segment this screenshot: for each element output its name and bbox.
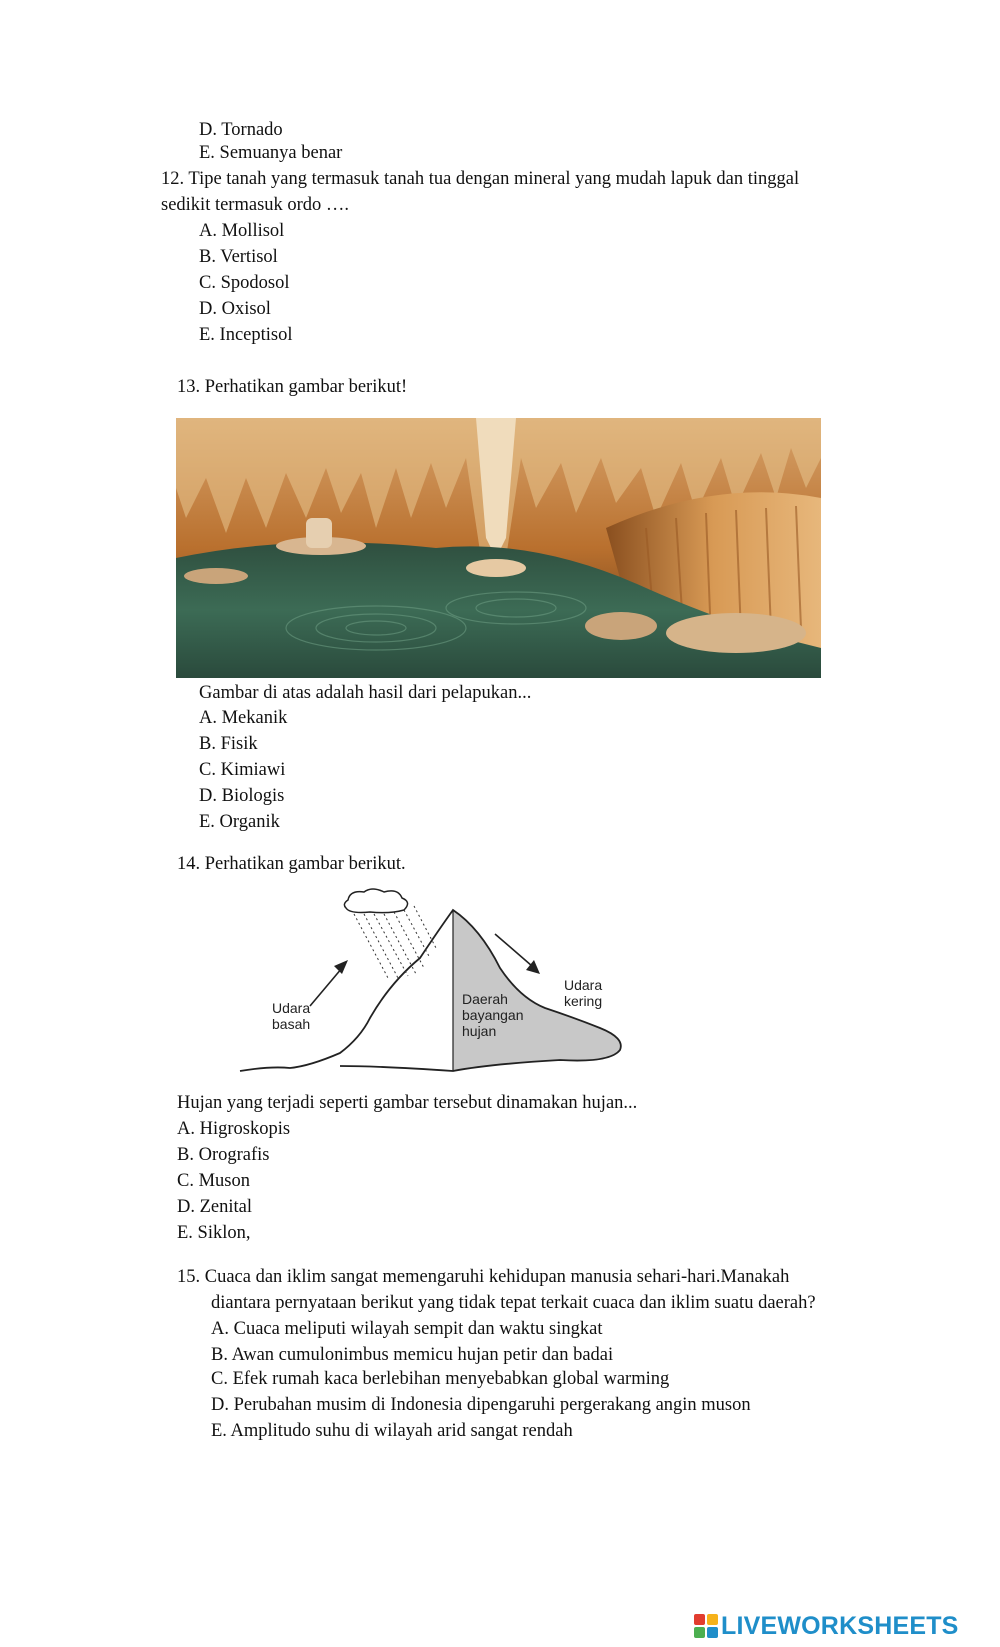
- label-udara-basah-2: basah: [272, 1016, 311, 1032]
- label-daerah-1: Daerah: [462, 991, 508, 1007]
- liveworksheets-logo-icon: [694, 1614, 718, 1638]
- q14-option-a: A. Higroskopis: [177, 1119, 291, 1139]
- liveworksheets-brand-text: LIVEWORKSHEETS: [721, 1611, 959, 1640]
- q15-option-e: E. Amplitudo suhu di wilayah arid sangat rendah: [211, 1421, 573, 1441]
- q15-option-d: D. Perubahan musim di Indonesia dipengaruhi pergerakang angin muson: [211, 1395, 751, 1415]
- label-udara-basah-1: Udara: [272, 1000, 311, 1016]
- q12-option-a: A. Mollisol: [199, 221, 285, 241]
- q12-option-d: D. Oxisol: [199, 299, 271, 319]
- label-daerah-3: hujan: [462, 1023, 497, 1039]
- q14-option-c: C. Muson: [177, 1171, 250, 1191]
- label-udara-kering-1: Udara: [564, 977, 603, 993]
- q12-text-line2: sedikit termasuk ordo ….: [161, 195, 350, 215]
- q13-prompt: 13. Perhatikan gambar berikut!: [177, 377, 408, 397]
- q14-prompt: 14. Perhatikan gambar berikut.: [177, 854, 406, 874]
- label-udara-kering-2: kering: [564, 993, 603, 1009]
- q11-option-d: D. Tornado: [199, 120, 283, 140]
- q12-text-line1: 12. Tipe tanah yang termasuk tanah tua dengan mineral yang mudah lapuk dan tinggal: [161, 169, 800, 189]
- q12-option-e: E. Inceptisol: [199, 325, 293, 345]
- q14-question: Hujan yang terjadi seperti gambar tersebut dinamakan hujan...: [177, 1093, 638, 1113]
- q14-option-e: E. Siklon,: [177, 1223, 251, 1243]
- orographic-rain-diagram: [230, 888, 640, 1078]
- cave-stalactite-photo: [176, 418, 821, 678]
- q15-text-line2: diantara pernyataan berikut yang tidak tepat terkait cuaca dan iklim suatu daerah?: [211, 1293, 816, 1313]
- q14-option-b: B. Orografis: [177, 1145, 270, 1165]
- q13-option-d: D. Biologis: [199, 786, 285, 806]
- q11-option-e: E. Semuanya benar: [199, 143, 343, 163]
- q13-option-a: A. Mekanik: [199, 708, 288, 728]
- q13-option-e: E. Organik: [199, 812, 280, 832]
- q12-option-b: B. Vertisol: [199, 247, 278, 267]
- liveworksheets-footer: [694, 1612, 959, 1640]
- q14-option-d: D. Zenital: [177, 1197, 253, 1217]
- q13-question: Gambar di atas adalah hasil dari pelapukan...: [199, 683, 532, 703]
- q15-option-a: A. Cuaca meliputi wilayah sempit dan waktu singkat: [211, 1319, 603, 1339]
- q12-option-c: C. Spodosol: [199, 273, 290, 293]
- q13-option-b: B. Fisik: [199, 734, 258, 754]
- q15-text-line1: 15. Cuaca dan iklim sangat memengaruhi kehidupan manusia sehari-hari.Manakah: [177, 1267, 790, 1287]
- q15-option-c: C. Efek rumah kaca berlebihan menyebabkan global warming: [211, 1369, 670, 1389]
- q13-option-c: C. Kimiawi: [199, 760, 286, 780]
- q15-option-b: B. Awan cumulonimbus memicu hujan petir dan badai: [211, 1345, 614, 1365]
- label-daerah-2: bayangan: [462, 1007, 524, 1023]
